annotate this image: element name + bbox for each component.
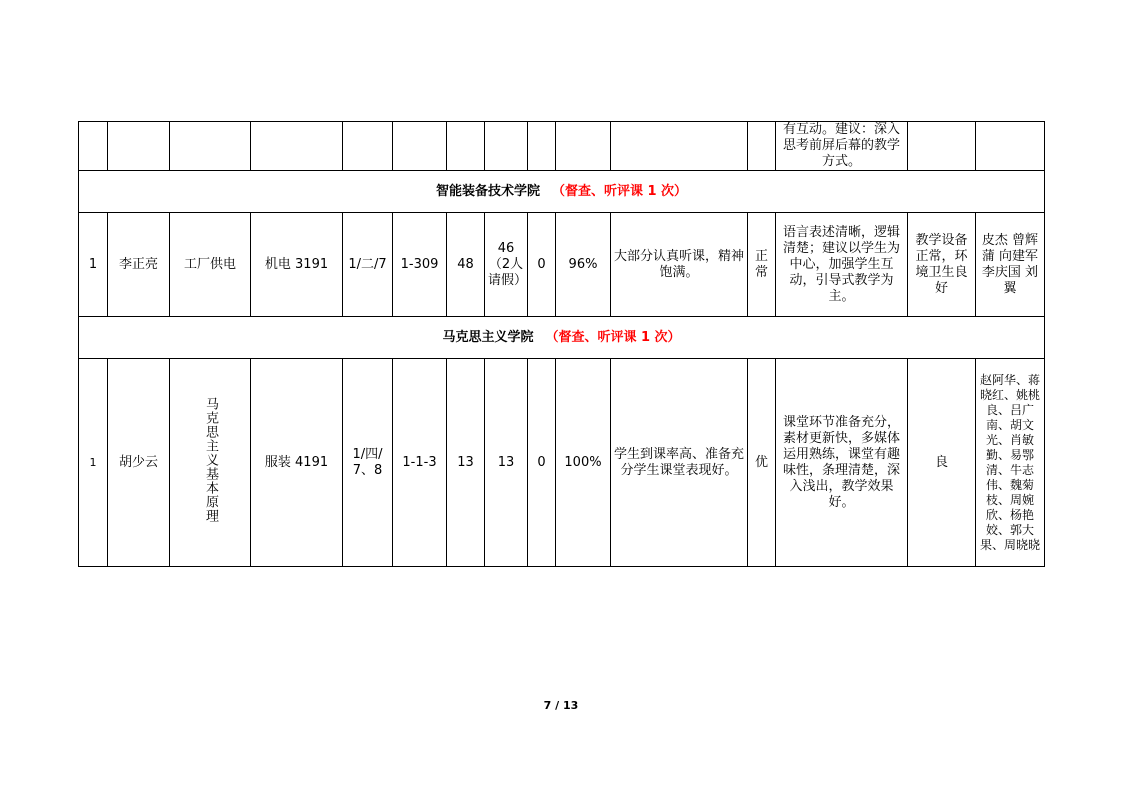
cell-rate: 96% [556,213,611,317]
cell-no: 1 [79,213,108,317]
cell-students [611,122,748,171]
cell-late [528,122,556,171]
course-vertical-text: 马克思主义基本原理 [203,397,218,523]
table-row [79,359,1045,567]
college-name: 马克思主义学院 [442,329,534,345]
cell-time: 1/四/7、8 [343,359,393,567]
cell-rate: 100% [556,359,611,567]
section-note: （督查、听评课 1 次） [545,329,681,345]
section-note: （督查、听评课 1 次） [551,183,688,199]
cell-environment: 教学设备正常，环境卫生良好 [908,213,976,317]
cell-time [343,122,393,171]
cell-present: 13 [485,359,528,567]
cell-late: 0 [528,359,556,567]
cell-class: 机电 3191 [251,213,343,317]
cell-students: 大部分认真听课，精神饱满。 [611,213,748,317]
section-header [79,317,1045,359]
cell-environment: 良 [908,359,976,567]
cell-inspectors: 赵阿华、蒋晓红、姚桃良、吕广南、胡文光、肖敏勤、易鄂清、牛志伟、魏菊枝、周婉欣、杨艳姣、郭大果、周晓晓 [976,359,1045,567]
cell-present: 46（2人请假） [485,213,528,317]
cell-comment: 有互动。建议：深入思考前屏后幕的教学方式。 [776,122,908,171]
cell-course [170,359,251,567]
cell-room: 1-309 [393,213,447,317]
cell-comment: 课堂环节准备充分，素材更新快，多媒体运用熟练，课堂有趣味性，条理清楚，深入浅出，教学效果好。 [776,359,908,567]
section-header-row [79,171,1045,213]
section-header [79,171,1045,213]
cell-order: 优 [748,359,776,567]
cell-students: 学生到课率高、准备充分学生课堂表现好。 [611,359,748,567]
cell-course: 工厂供电 [170,213,251,317]
page-number: 7 / 13 [543,699,579,712]
cell-room: 1-1-3 [393,359,447,567]
cell-present [485,122,528,171]
section-header-row [79,317,1045,359]
table-row [79,213,1045,317]
cell-no [79,122,108,171]
cell-enrolled [447,122,485,171]
cell-room [393,122,447,171]
cell-course [170,122,251,171]
cell-inspectors [976,122,1045,171]
cell-order: 正常 [748,213,776,317]
table-row [79,122,1045,171]
cell-rate [556,122,611,171]
inspection-table [78,121,1045,567]
cell-inspectors: 皮杰 曾辉蒲 向建军 李庆国 刘翼 [976,213,1045,317]
cell-comment: 语言表述清晰，逻辑清楚；建议以学生为中心，加强学生互动，引导式教学为主。 [776,213,908,317]
cell-class: 服装 4191 [251,359,343,567]
cell-environment [908,122,976,171]
cell-late: 0 [528,213,556,317]
cell-teacher: 李正亮 [108,213,170,317]
cell-no: 1 [79,359,108,567]
cell-enrolled: 13 [447,359,485,567]
cell-teacher: 胡少云 [108,359,170,567]
cell-order [748,122,776,171]
cell-enrolled: 48 [447,213,485,317]
cell-teacher [108,122,170,171]
cell-class [251,122,343,171]
cell-time: 1/二/7 [343,213,393,317]
college-name: 智能装备技术学院 [435,183,540,199]
